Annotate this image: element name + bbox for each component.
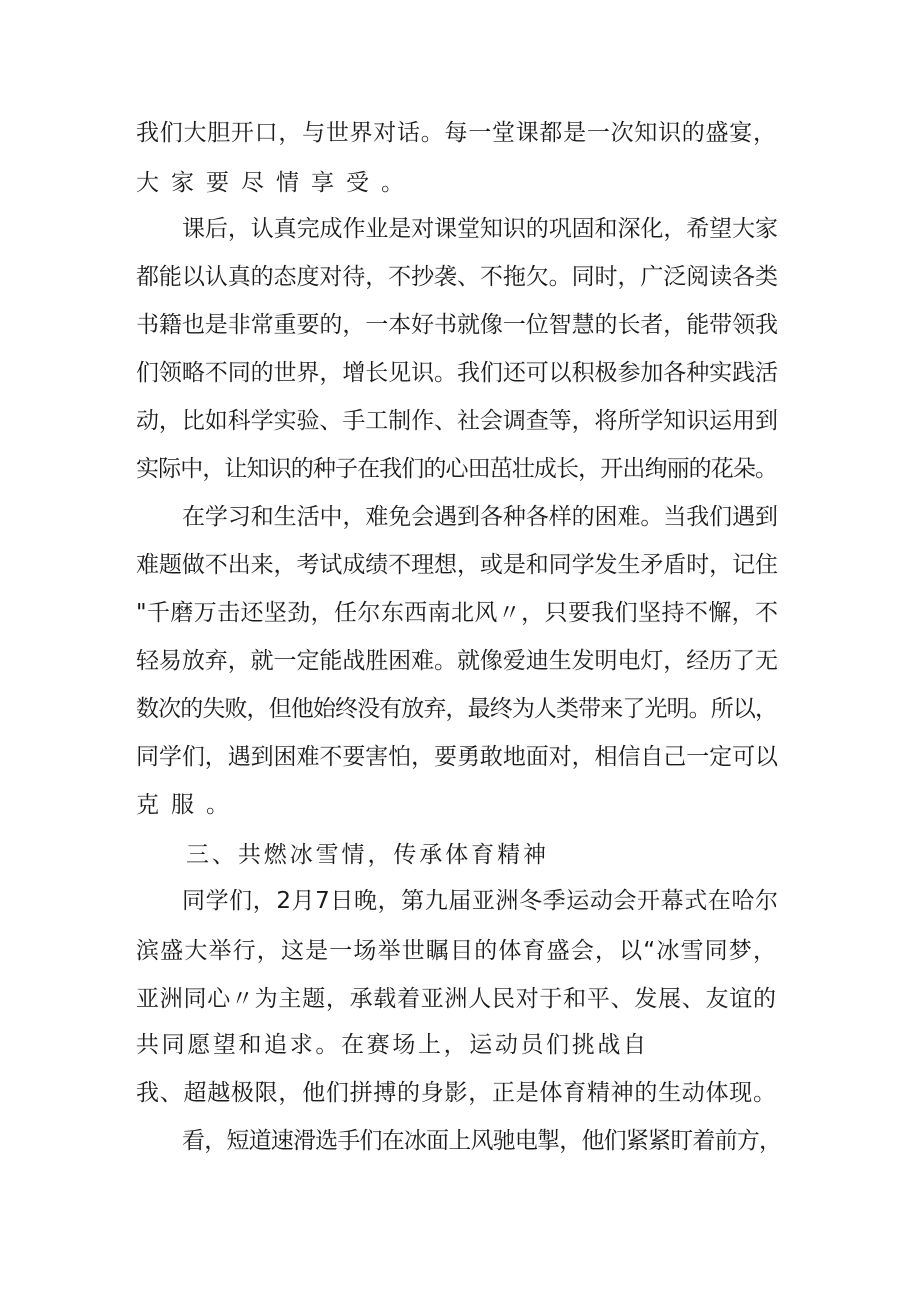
text-line: 轻易放弃，就一定能战胜困难。就像爱迪生发明电灯，经历了无 [136, 648, 778, 674]
paragraph-start-line: 在学习和生活中，难免会遇到各种各样的困难。当我们遇到 [182, 504, 778, 530]
text-line: 克服。 [136, 792, 241, 818]
section-heading: 三、共燃冰雪情，传承体育精神 [186, 842, 549, 868]
text-line: "千磨万击还坚劲，任尔东西南北风〃，只要我们坚持不懈，不 [136, 600, 779, 626]
paragraph-start-line: 课后，认真完成作业是对课堂知识的巩固和深化，希望大家 [182, 216, 778, 242]
paragraph-start-line: 同学们，2月7日晚，第九届亚洲冬季运动会开幕式在哈尔 [182, 888, 779, 914]
text-line: 数次的失败，但他始终没有放弃，最终为人类带来了光明。所以， [136, 696, 778, 722]
text-line: 亚洲同心〃为主题，承载着亚洲人民对于和平、发展、友谊的 [136, 986, 777, 1012]
text-line: 们领略不同的世界，增长见识。我们还可以积极参加各种实践活 [136, 360, 778, 386]
text-line: 动，比如科学实验、手工制作、社会调查等，将所学知识运用到 [136, 408, 778, 434]
text-line: 滨盛大举行，这是一场举世瞩目的体育盛会，以“冰雪同梦， [136, 938, 778, 964]
text-line: 大家要尽情享受。 [136, 170, 416, 196]
text-line: 书籍也是非常重要的，一本好书就像一位智慧的长者，能带领我 [136, 312, 778, 338]
text-line: 难题做不出来，考试成绩不理想，或是和同学发生矛盾时，记住 [136, 552, 778, 578]
text-line: 都能以认真的态度对待，不抄袭、不拖欠。同时，广泛阅读各类 [136, 264, 778, 290]
text-line: 我们大胆开口，与世界对话。每一堂课都是一次知识的盛宴， [136, 120, 777, 146]
text-line: 我、超越极限，他们拼搏的身影，正是体育精神的生动体现。 [136, 1080, 777, 1106]
text-line: 实际中，让知识的种子在我们的心田茁壮成长，开出绚丽的花朵。 [136, 456, 778, 482]
text-line: 同学们，遇到困难不要害怕，要勇敢地面对，相信自己一定可以 [136, 744, 778, 770]
paragraph-start-line: 看，短道速滑选手们在冰面上风驰电掣，他们紧紧盯着前方， [182, 1128, 782, 1154]
text-line: 共同愿望和追求。在赛场上，运动员们挑战自 [136, 1032, 649, 1058]
